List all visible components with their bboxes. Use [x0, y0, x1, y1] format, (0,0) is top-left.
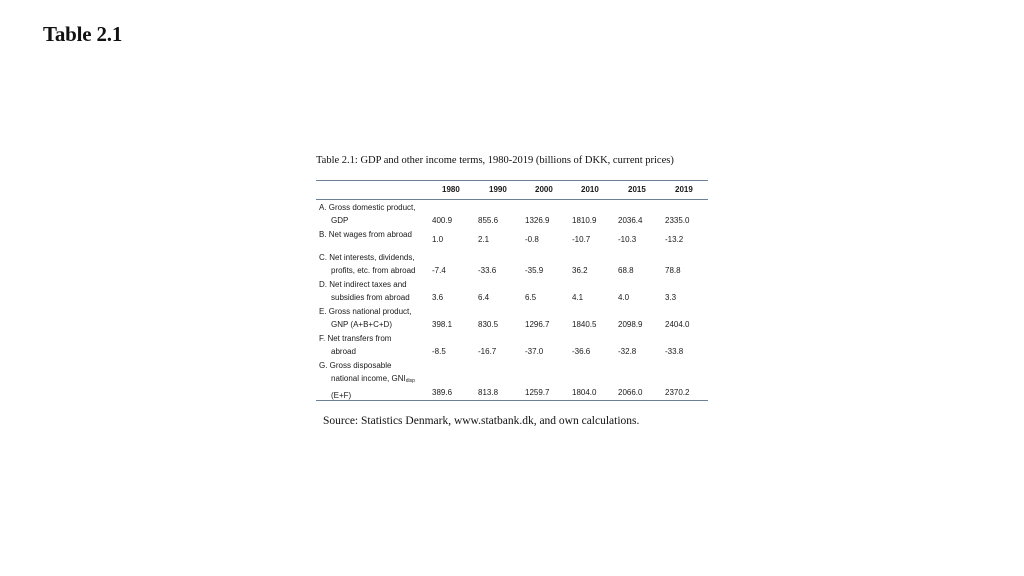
row-label-line: GNP (A+B+C+D)	[331, 320, 392, 330]
table-cell: 1296.7	[525, 320, 550, 329]
row-label-line: D. Net indirect taxes and	[319, 280, 407, 289]
table-cell: -32.8	[618, 347, 637, 356]
row-label-line: F. Net transfers from	[319, 334, 392, 343]
slide-title: Table 2.1	[43, 22, 123, 46]
table-row	[316, 276, 708, 303]
row-label	[319, 332, 391, 359]
row-label-line: profits, etc. from abroad	[331, 266, 416, 276]
gni-subscript: disp	[405, 378, 415, 385]
row-label-line: (E+F)	[331, 390, 352, 400]
row-label-line: A. Gross domestic product,	[319, 203, 416, 212]
year-header: 2019	[675, 185, 693, 194]
table-cell: -33.8	[665, 347, 684, 356]
table-cell: -33.6	[478, 266, 497, 275]
table-row	[316, 249, 708, 276]
table-row	[316, 357, 708, 398]
table-cell: 2098.9	[618, 320, 643, 329]
table-cell: 68.8	[618, 266, 634, 275]
row-label-line: subsidies from abroad	[331, 293, 410, 303]
table-cell: 6.4	[478, 293, 490, 302]
table-cell: -0.8	[525, 235, 539, 244]
table-cell: 1.0	[432, 235, 444, 244]
table-cell: 4.1	[572, 293, 584, 302]
table-cell: 2404.0	[665, 320, 690, 329]
table-row	[316, 200, 708, 227]
row-label	[319, 201, 415, 228]
table-cell: -10.7	[572, 235, 591, 244]
row-label	[319, 305, 412, 332]
table-cell: 2370.2	[665, 388, 690, 397]
row-label-line: B. Net wages from abroad	[319, 230, 412, 239]
table-cell: 400.9	[432, 216, 453, 225]
table-cell: 78.8	[665, 266, 681, 275]
table-row	[316, 330, 708, 357]
table-cell: -37.0	[525, 347, 544, 356]
gdp-table	[316, 180, 708, 401]
table-row	[316, 303, 708, 330]
row-label-line	[319, 372, 415, 388]
table-header-row	[316, 181, 708, 195]
table-cell: -10.3	[618, 235, 637, 244]
year-header: 1980	[442, 185, 460, 194]
row-label	[319, 228, 412, 241]
table-caption: Table 2.1: GDP and other income terms, 1980-2019 (billions of DKK, current prices)	[316, 155, 674, 166]
source-note: Source: Statistics Denmark, www.statbank.dk, and own calculations.	[323, 415, 640, 427]
year-header: 2015	[628, 185, 646, 194]
table-cell: 1326.9	[525, 216, 550, 225]
table-cell: 36.2	[572, 266, 588, 275]
table-cell: -35.9	[525, 266, 544, 275]
table-cell: 1840.5	[572, 320, 597, 329]
table-cell: 2335.0	[665, 216, 690, 225]
row-label-line: GDP	[331, 216, 349, 226]
table-cell: 2036.4	[618, 216, 643, 225]
row-label-line: C. Net interests, dividends,	[319, 253, 415, 262]
row-label-line: E. Gross national product,	[319, 307, 412, 316]
table-cell: -7.4	[432, 266, 446, 275]
row-label-text: national income, GNI	[331, 374, 406, 384]
table-cell: 3.3	[665, 293, 677, 302]
table-cell: 855.6	[478, 216, 499, 225]
table-cell: 4.0	[618, 293, 630, 302]
table-cell: 398.1	[432, 320, 453, 329]
table-cell: 2066.0	[618, 388, 643, 397]
year-header: 2010	[581, 185, 599, 194]
row-label	[319, 251, 415, 278]
table-cell: 6.5	[525, 293, 537, 302]
row-label-line: abroad	[331, 347, 356, 357]
table-cell: 830.5	[478, 320, 499, 329]
table-cell: 389.6	[432, 388, 453, 397]
row-label	[319, 359, 415, 402]
table-row	[316, 227, 708, 249]
table-cell: 1804.0	[572, 388, 597, 397]
table-cell: 1810.9	[572, 216, 597, 225]
table-cell: -13.2	[665, 235, 684, 244]
year-header: 2000	[535, 185, 553, 194]
row-label	[319, 278, 410, 305]
table-cell: 3.6	[432, 293, 444, 302]
table-cell: 813.8	[478, 388, 499, 397]
table-cell: -36.6	[572, 347, 591, 356]
table-cell: -16.7	[478, 347, 497, 356]
table-cell: -8.5	[432, 347, 446, 356]
table-cell: 2.1	[478, 235, 490, 244]
table-cell: 1259.7	[525, 388, 550, 397]
year-header: 1990	[489, 185, 507, 194]
row-label-line: G. Gross disposable	[319, 361, 392, 370]
